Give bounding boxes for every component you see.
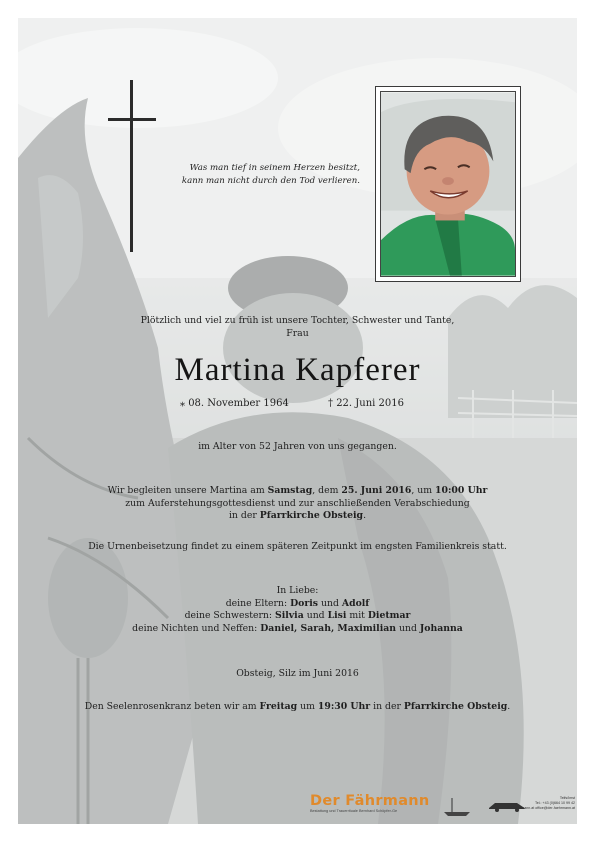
- funeral-service-text: [0, 485, 595, 523]
- cross-icon: [108, 80, 156, 252]
- service-day: Samstag: [267, 485, 313, 496]
- mourners-heading: In Liebe:: [276, 585, 319, 596]
- mourners-nephews: deine Nichten und Neffen: Daniel, Sarah, Maximilian und Johanna: [132, 622, 463, 634]
- service-church: Pfarrkirche Obsteig: [259, 510, 364, 522]
- portrait-photo: [380, 91, 516, 277]
- intro-line: Frau: [286, 328, 309, 339]
- birth-date-value: 08. November 1964: [188, 398, 289, 409]
- logo-tagline: Bestattung und Trauerrituale Bernhard Schöpfer-Ge: [310, 809, 398, 813]
- age-text: im Alter von 52 Jahren von uns gegangen.: [198, 441, 397, 452]
- rosary-church: Pfarrkirche Obsteig: [403, 701, 508, 712]
- quote-line: Was man tief in seinem Herzen besitzt,: [189, 163, 360, 173]
- portrait-frame: [375, 86, 521, 282]
- service-line: Wir begleiten unsere Martina am Samstag, dem 25. Juni 2016, um 10:00 Uhr: [107, 485, 488, 496]
- service-time: 10:00 Uhr: [435, 485, 488, 496]
- logo-brand: Der Fährmann: [310, 793, 430, 809]
- birth-date: [180, 397, 289, 411]
- mourners-list: [0, 585, 595, 635]
- contact-phone: Tel.: +43 (0)664 10 99 42: [534, 801, 575, 805]
- mourners-parents: deine Eltern: Doris und Adolf: [225, 597, 370, 609]
- intro-line: Plötzlich und viel zu früh ist unsere Tochter, Schwester und Tante,: [140, 315, 455, 326]
- intro-text: [0, 314, 595, 340]
- mourners-sisters: deine Schwestern: Silvia und Lisi mit Dietmar: [184, 610, 411, 622]
- urn-burial-text: Die Urnenbeisetzung findet zu einem späteren Zeitpunkt im engsten Familienkreis statt.: [88, 541, 507, 552]
- death-date: [328, 397, 404, 411]
- funeral-home-contact: [500, 796, 575, 811]
- quote-line: kann man nicht durch den Tod verlieren.: [181, 175, 360, 186]
- contact-web: der-faehrmann.at office@der-faehrmann.at: [506, 806, 575, 810]
- service-date: 25. Juni 2016: [341, 485, 412, 496]
- deceased-name: Martina Kapferer: [174, 352, 421, 388]
- rosary-day: Freitag: [259, 701, 298, 712]
- funeral-home-logo: [310, 793, 460, 813]
- memorial-quote: [150, 162, 360, 187]
- service-line: zum Auferstehungsgottesdienst und zur anschließenden Verabschiedung: [125, 497, 470, 509]
- rosary-time: 19:30 Uhr: [317, 701, 371, 712]
- birth-symbol: ⁎: [180, 398, 185, 409]
- contact-location: Telfs/Imst: [559, 796, 575, 800]
- place-date: Obsteig, Silz im Juni 2016: [236, 668, 359, 679]
- death-date-value: 22. Juni 2016: [336, 398, 404, 409]
- death-symbol: †: [328, 398, 333, 409]
- rosary-text: Den Seelenrosenkranz beten wir am Freitag um 19:30 Uhr in der Pfarrkirche Obsteig.: [84, 701, 511, 712]
- boat-icon: [442, 796, 472, 818]
- service-line: in der Pfarrkirche Obsteig.: [228, 510, 367, 522]
- portrait-image: [381, 92, 515, 276]
